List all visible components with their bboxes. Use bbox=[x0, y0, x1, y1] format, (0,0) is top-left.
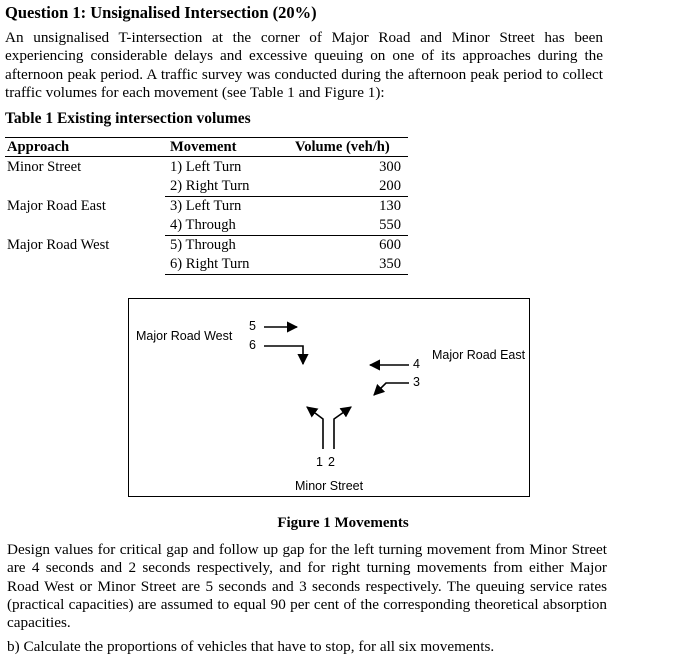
table-caption: Table 1 Existing intersection volumes bbox=[5, 110, 251, 127]
major-road-west-label: Major Road West bbox=[136, 329, 233, 343]
movement-3-number: 3 bbox=[413, 375, 420, 389]
question-b: b) Calculate the proportions of vehicles that have to stop, for all six movements. bbox=[7, 638, 495, 655]
row-volume: 600 bbox=[379, 237, 401, 253]
row-movement: 2) Right Turn bbox=[170, 178, 250, 194]
row-volume: 350 bbox=[379, 256, 401, 272]
intro-paragraph: An unsignalised T-intersection at the corner of Major Road and Minor Street has been experiencing considerable delays and excessive queuing on one of its approaches during the afternoon peak period. A traffic survey was conducted during the afternoon peak period to collect traffic volumes for each movement (see Table 1 and Figure 1): bbox=[5, 29, 603, 101]
row-movement: 1) Left Turn bbox=[170, 159, 242, 175]
movement-5-number: 5 bbox=[249, 319, 256, 333]
movements-figure bbox=[128, 298, 530, 497]
movement-1-arrow bbox=[307, 407, 323, 449]
movement-2-arrow bbox=[334, 407, 351, 449]
row-approach: Major Road East bbox=[7, 198, 106, 214]
row-movement: 5) Through bbox=[170, 237, 236, 253]
figure-caption: Figure 1 Movements bbox=[277, 515, 409, 531]
header-movement: Movement bbox=[170, 139, 237, 155]
minor-street-label: Minor Street bbox=[295, 479, 364, 493]
movement-6-number: 6 bbox=[249, 338, 256, 352]
row-movement: 6) Right Turn bbox=[170, 256, 250, 272]
row-volume: 550 bbox=[379, 217, 401, 233]
major-road-east-label: Major Road East bbox=[432, 348, 526, 362]
movement-2-number: 2 bbox=[328, 455, 335, 469]
row-approach: Major Road West bbox=[7, 237, 110, 253]
row-movement: 3) Left Turn bbox=[170, 198, 242, 214]
question-title: Question 1: Unsignalised Intersection (20%) bbox=[5, 3, 317, 22]
row-volume: 200 bbox=[379, 178, 401, 194]
movement-1-number: 1 bbox=[316, 455, 323, 469]
row-volume: 300 bbox=[379, 159, 401, 175]
row-approach: Minor Street bbox=[7, 159, 82, 175]
header-approach: Approach bbox=[7, 139, 70, 155]
design-values-paragraph: Design values for critical gap and follow up gap for the left turning movement from Minor Street are 4 seconds and 2 seconds respectively, and for right turning movements from either Major Road West or Minor Street are 5 seconds and 3 seconds respectively. The queuing service rates (practical capacities) are assumed to equal 90 per cent of the corresponding theoretical absorption capacities. bbox=[7, 541, 607, 632]
movement-6-arrow bbox=[264, 346, 303, 364]
movement-3-arrow bbox=[374, 383, 409, 395]
row-movement: 4) Through bbox=[170, 217, 236, 233]
header-volume: Volume (veh/h) bbox=[295, 139, 390, 155]
movement-4-number: 4 bbox=[413, 357, 420, 371]
row-volume: 130 bbox=[379, 198, 401, 214]
